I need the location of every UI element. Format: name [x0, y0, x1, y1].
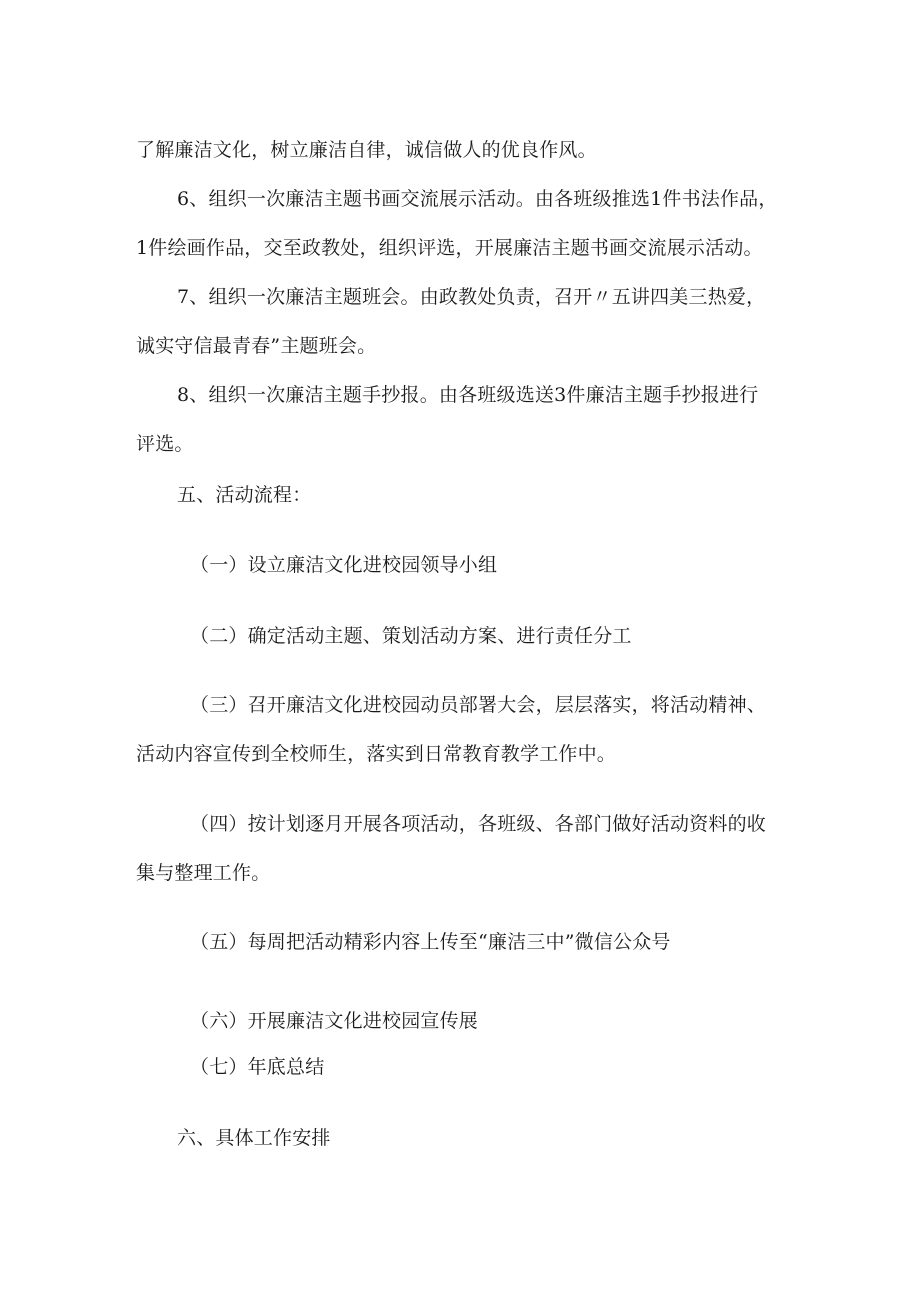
text-line: 集与整理工作。: [136, 862, 271, 884]
text-line: 8、组织一次廉洁主题手抄报。由各班级选送3件廉洁主题手抄报进行: [177, 384, 759, 406]
text-line: 7、组织一次廉洁主题班会。由政教处负责，召开〃五讲四美三热爱，: [177, 286, 766, 308]
section-heading: 六、具体工作安排: [177, 1127, 331, 1149]
list-item: （四）按计划逐月开展各项活动，各班级、各部门做好活动资料的收: [190, 813, 767, 835]
text-line: 活动内容宣传到全校师生，落实到日常教育教学工作中。: [136, 743, 617, 765]
text-line: 6、组织一次廉洁主题书画交流展示活动。由各班级推选1件书法作品，: [177, 188, 778, 210]
section-heading: 五、活动流程：: [177, 484, 312, 506]
text-line: 评选。: [136, 433, 194, 455]
list-item: （一）设立廉洁文化进校园领导小组: [190, 554, 498, 576]
text-line: 1件绘画作品，交至政教处，组织评选，开展廉洁主题书画交流展示活动。: [136, 237, 763, 259]
list-item: （五）每周把活动精彩内容上传至“廉洁三中”微信公众号: [190, 931, 671, 953]
list-item: （六）开展廉洁文化进校园宣传展: [190, 1010, 479, 1032]
list-item: （二）确定活动主题、策划活动方案、进行责任分工: [190, 625, 632, 647]
text-line: 诚实守信最青春”主题班会。: [136, 335, 377, 357]
list-item: （三）召开廉洁文化进校园动员部署大会，层层落实，将活动精神、: [190, 694, 767, 716]
text-line: 了解廉洁文化，树立廉洁自律，诚信做人的优良作风。: [136, 139, 597, 161]
list-item: （七）年底总结: [190, 1056, 325, 1078]
